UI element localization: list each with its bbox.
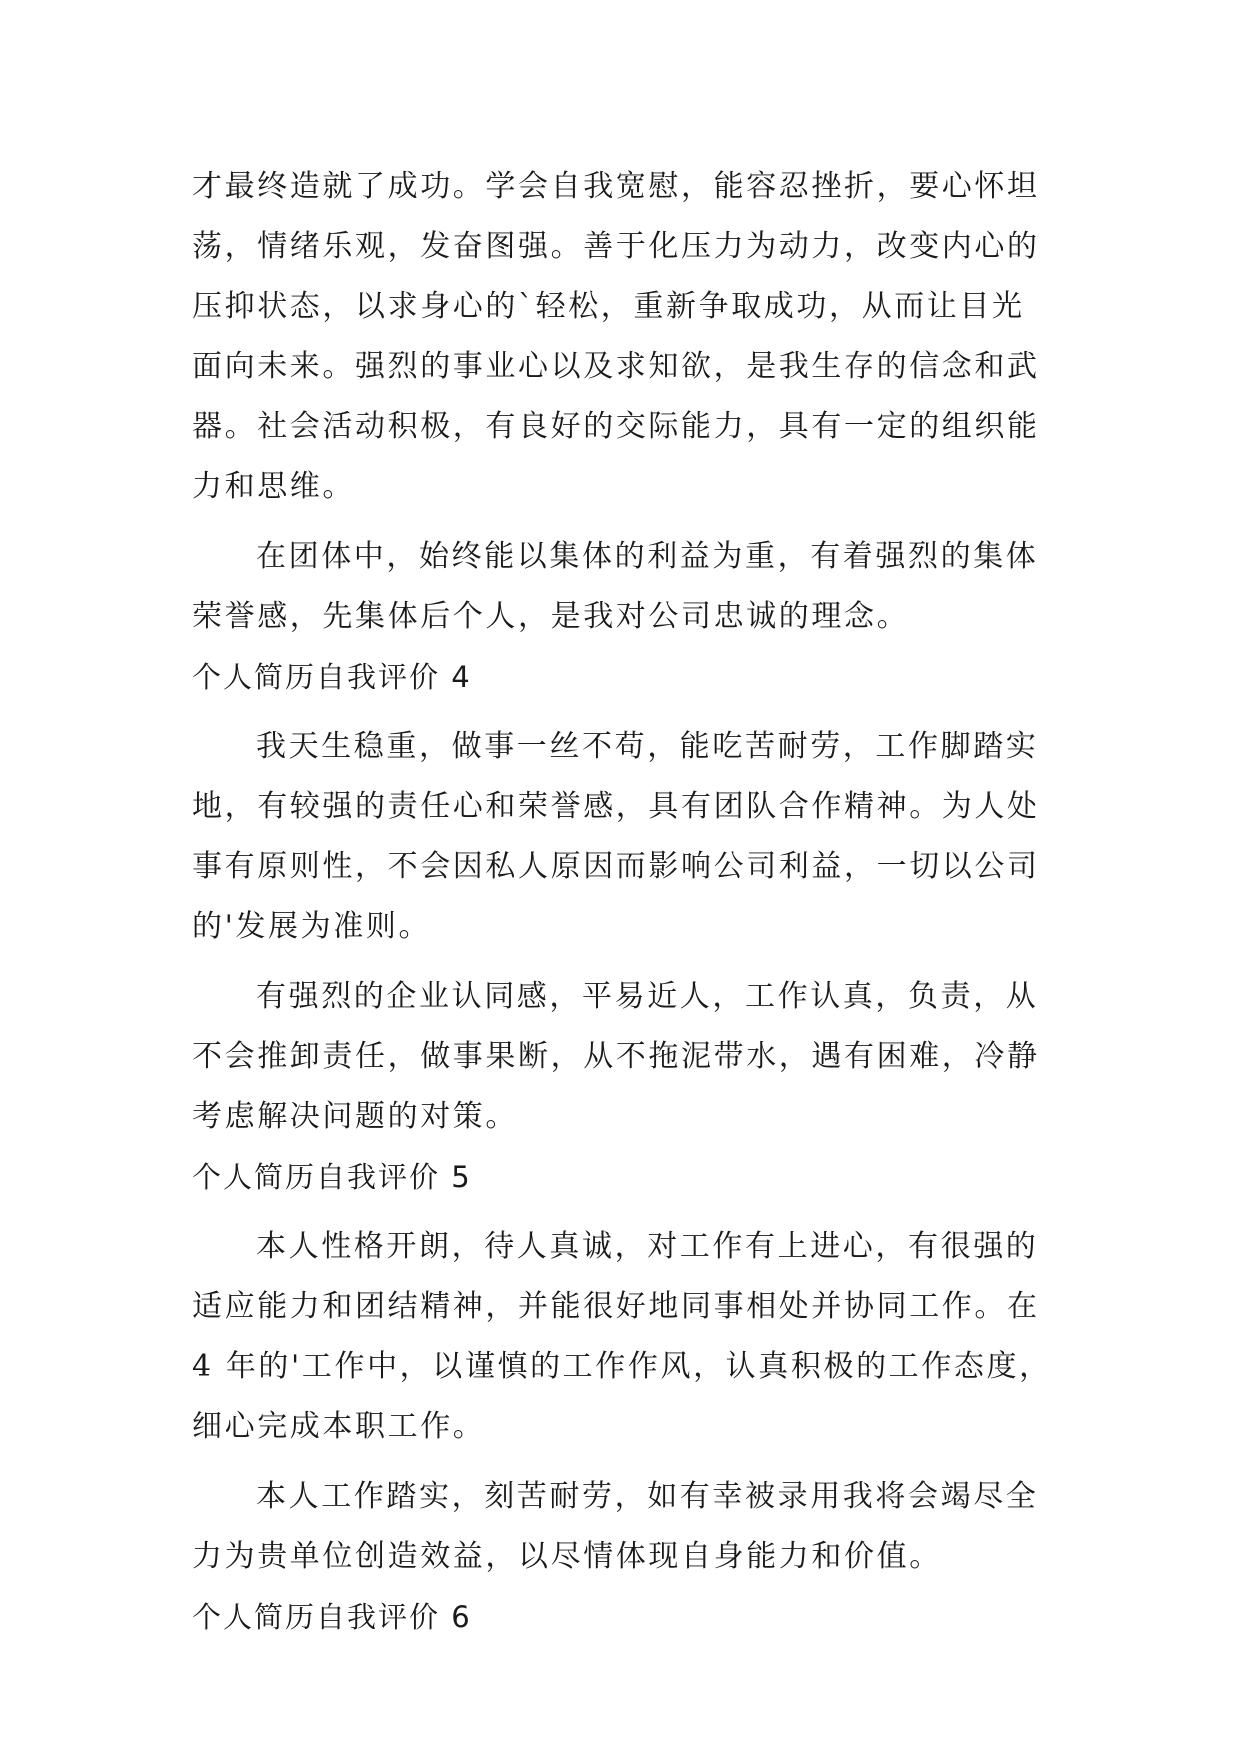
paragraph-line: 面向未来。强烈的事业心以及求知欲，是我生存的信念和武 (192, 349, 1040, 384)
paragraph-line: 事有原则性，不会因私人原因而影响公司利益，一切以公司 (192, 849, 1040, 884)
paragraph-line: 考虑解决问题的对策。 (192, 1099, 518, 1134)
paragraph-line: 荡，情绪乐观，发奋图强。善于化压力为动力，改变内心的 (192, 229, 1040, 264)
paragraph-line: 在团体中，始终能以集体的利益为重，有着强烈的集体 (256, 539, 1039, 574)
paragraph-identity (192, 967, 1052, 1147)
paragraph-line: 不会推卸责任，做事果断，从不拖泥带水，遇有困难，冷静 (192, 1039, 1040, 1074)
paragraph-team (192, 527, 1052, 647)
document-body (192, 157, 1052, 1647)
paragraph-line: 才最终造就了成功。学会自我宽慰，能容忍挫折，要心怀坦 (192, 169, 1040, 204)
paragraph-continued (192, 157, 1052, 517)
paragraph-line: 我天生稳重，做事一丝不苟，能吃苦耐劳，工作脚踏实 (256, 729, 1039, 764)
paragraph-line: 荣誉感，先集体后个人，是我对公司忠诚的理念。 (192, 599, 910, 634)
paragraph-line: 力和思维。 (192, 469, 355, 504)
paragraph-line: 适应能力和团结精神，并能很好地同事相处并协同工作。在 (192, 1289, 1040, 1324)
section-heading-5: 个人简历自我评价 5 (192, 1160, 472, 1194)
paragraph-line: 有强烈的企业认同感，平易近人，工作认真，负责，从 (256, 979, 1039, 1014)
paragraph-steady (192, 717, 1052, 957)
paragraph-line: 本人性格开朗，待人真诚，对工作有上进心，有很强的 (256, 1229, 1039, 1264)
section-heading-4: 个人简历自我评价 4 (192, 660, 472, 694)
paragraph-line: 的'发展为准则。 (192, 909, 432, 944)
paragraph-line: 力为贵单位创造效益，以尽情体现自身能力和价值。 (192, 1539, 942, 1574)
paragraph-personality (192, 1217, 1052, 1457)
paragraph-line: 压抑状态，以求身心的`轻松，重新争取成功，从而让目光 (192, 289, 1025, 324)
paragraph-diligence (192, 1467, 1052, 1587)
paragraph-line: 器。社会活动积极，有良好的交际能力，具有一定的组织能 (192, 409, 1040, 444)
paragraph-line: 本人工作踏实，刻苦耐劳，如有幸被录用我将会竭尽全 (256, 1479, 1039, 1514)
paragraph-line: 细心完成本职工作。 (192, 1409, 486, 1444)
section-heading-6: 个人简历自我评价 6 (192, 1600, 472, 1634)
paragraph-line: 4 年的'工作中，以谨慎的工作作风，认真积极的工作态度， (192, 1349, 1052, 1384)
paragraph-line: 地，有较强的责任心和荣誉感，具有团队合作精神。为人处 (192, 789, 1040, 824)
